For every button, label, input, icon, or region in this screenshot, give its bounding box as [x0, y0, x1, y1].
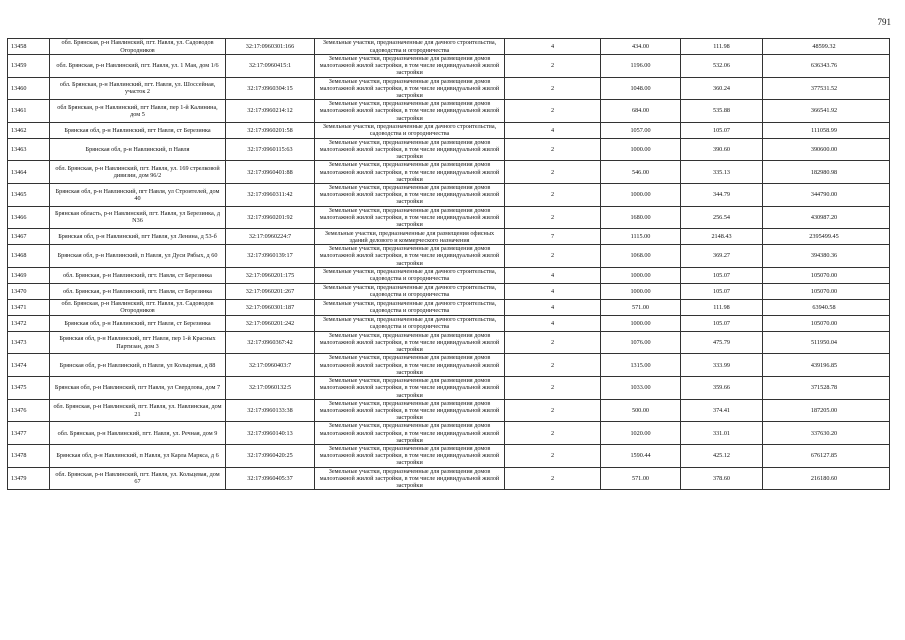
cell-group: 4	[505, 267, 601, 283]
cell-group: 4	[505, 315, 601, 331]
cell-address: обл. Брянская, р-н Навлинский, пгт. Навля, ст Березинка	[50, 267, 226, 283]
cell-land-use-purpose: Земельные участки, предназначенные для размещения домов малоэтажной жилой застройки, в том числе индивидуальной жилой застройки	[315, 467, 505, 490]
cell-group: 2	[505, 77, 601, 100]
cell-specific-value: 105.07	[681, 283, 763, 299]
cell-specific-value: 331.01	[681, 422, 763, 445]
table-row	[8, 444, 890, 467]
cell-land-use-purpose: Земельные участки, предназначенные для размещения домов малоэтажной жилой застройки, в том числе индивидуальной жилой застройки	[315, 161, 505, 184]
cell-land-use-purpose: Земельные участки, предназначенные для размещения домов малоэтажной жилой застройки, в том числе индивидуальной жилой застройки	[315, 444, 505, 467]
cell-cadastral-value: 111058.99	[763, 122, 890, 138]
page-number: 791	[877, 17, 891, 27]
cell-cadastral-number: 32:17:0960311:42	[226, 184, 315, 207]
cell-record-number: 13466	[8, 206, 50, 229]
table-row	[8, 467, 890, 490]
table-row	[8, 331, 890, 354]
cell-specific-value: 378.60	[681, 467, 763, 490]
cell-area: 1000.00	[601, 315, 681, 331]
table-row	[8, 122, 890, 138]
cell-cadastral-value: 430987.20	[763, 206, 890, 229]
cell-specific-value: 390.60	[681, 138, 763, 161]
cell-address: Брянская обл, р-н Навлинский, п Навля, ул Кольцевая, д 88	[50, 354, 226, 377]
table-row	[8, 138, 890, 161]
cell-group: 7	[505, 229, 601, 245]
cell-land-use-purpose: Земельные участки, предназначенные для дачного строительства, садоводства и огородничества	[315, 122, 505, 138]
cell-record-number: 13469	[8, 267, 50, 283]
cell-group: 2	[505, 138, 601, 161]
cell-cadastral-value: 676127.85	[763, 444, 890, 467]
cell-area: 1000.00	[601, 267, 681, 283]
cell-cadastral-number: 32:17:0960301:187	[226, 299, 315, 315]
cell-address: Брянская область, р-н Навлинский, пгт. Навля, ул Березинка, д N36	[50, 206, 226, 229]
cell-cadastral-number: 32:17:0960201:58	[226, 122, 315, 138]
cell-cadastral-value: 216180.60	[763, 467, 890, 490]
cell-specific-value: 475.79	[681, 331, 763, 354]
table-row	[8, 267, 890, 283]
cell-area: 1000.00	[601, 184, 681, 207]
cell-record-number: 13461	[8, 100, 50, 123]
cell-record-number: 13475	[8, 377, 50, 400]
cell-cadastral-number: 32:17:0960304:15	[226, 77, 315, 100]
cell-address: обл. Брянская, р-н Навлинский, пгт. Навля, ул. 1 Мая, дом 1/6	[50, 55, 226, 78]
cell-area: 546.00	[601, 161, 681, 184]
cell-record-number: 13465	[8, 184, 50, 207]
cell-cadastral-value: 636343.76	[763, 55, 890, 78]
cell-cadastral-number: 32:17:0960201:175	[226, 267, 315, 283]
cell-cadastral-number: 32:17:0960301:166	[226, 39, 315, 55]
cell-area: 684.00	[601, 100, 681, 123]
table-row	[8, 55, 890, 78]
cell-area: 1033.00	[601, 377, 681, 400]
cell-land-use-purpose: Земельные участки, предназначенные для дачного строительства, садоводства и огородничества	[315, 267, 505, 283]
cell-record-number: 13473	[8, 331, 50, 354]
cell-area: 1590.44	[601, 444, 681, 467]
cell-address: Брянская обл, р-н Навлинский, пгт Навля, ул Ленина, д 53-б	[50, 229, 226, 245]
cell-group: 4	[505, 122, 601, 138]
cell-cadastral-value: 366541.92	[763, 100, 890, 123]
cell-specific-value: 105.07	[681, 267, 763, 283]
cell-group: 4	[505, 283, 601, 299]
cell-group: 2	[505, 206, 601, 229]
cell-cadastral-value: 371528.78	[763, 377, 890, 400]
table-row	[8, 245, 890, 268]
cell-cadastral-value: 511950.04	[763, 331, 890, 354]
cell-area: 1076.00	[601, 331, 681, 354]
cell-cadastral-value: 377531.52	[763, 77, 890, 100]
cell-address: Брянская обл, р-н Навлинский, пгт Навля, ул Строителей, дом 40	[50, 184, 226, 207]
cell-cadastral-number: 32:17:0960115:63	[226, 138, 315, 161]
cell-land-use-purpose: Земельные участки, предназначенные для дачного строительства, садоводства и огородничества	[315, 315, 505, 331]
cell-cadastral-number: 32:17:0960140:13	[226, 422, 315, 445]
cell-group: 2	[505, 184, 601, 207]
cell-address: Брянская обл, р-н Навлинский, пгт Навля, ст Березинка	[50, 315, 226, 331]
cell-cadastral-value: 439196.85	[763, 354, 890, 377]
cell-group: 2	[505, 161, 601, 184]
cell-record-number: 13477	[8, 422, 50, 445]
table-row	[8, 422, 890, 445]
table-row	[8, 161, 890, 184]
cell-area: 1048.00	[601, 77, 681, 100]
cell-address: обл. Брянская, р-н Навлинский, пгт. Навля, ул. Садоводов Огородников	[50, 39, 226, 55]
cell-group: 2	[505, 354, 601, 377]
cell-land-use-purpose: Земельные участки, предназначенные для размещения домов малоэтажной жилой застройки, в том числе индивидуальной жилой застройки	[315, 55, 505, 78]
cell-cadastral-number: 32:17:0960224:7	[226, 229, 315, 245]
cell-specific-value: 335.13	[681, 161, 763, 184]
table-row	[8, 283, 890, 299]
cell-cadastral-value: 187205.00	[763, 399, 890, 422]
cell-record-number: 13479	[8, 467, 50, 490]
cell-land-use-purpose: Земельные участки, предназначенные для размещения домов малоэтажной жилой застройки, в том числе индивидуальной жилой застройки	[315, 422, 505, 445]
cell-cadastral-value: 63940.58	[763, 299, 890, 315]
cell-land-use-purpose: Земельные участки, предназначенные для размещения домов малоэтажной жилой застройки, в том числе индивидуальной жилой застройки	[315, 245, 505, 268]
cell-record-number: 13468	[8, 245, 50, 268]
cell-area: 1680.00	[601, 206, 681, 229]
cell-cadastral-value: 48599.32	[763, 39, 890, 55]
cell-land-use-purpose: Земельные участки, предназначенные для размещения домов малоэтажной жилой застройки, в том числе индивидуальной жилой застройки	[315, 399, 505, 422]
cell-cadastral-number: 32:17:0960201:267	[226, 283, 315, 299]
cell-address: Брянская обл, р-н Навлинский, пгт Навля, ст Березинка	[50, 122, 226, 138]
cell-cadastral-value: 105070.00	[763, 267, 890, 283]
table-row	[8, 229, 890, 245]
cell-land-use-purpose: Земельные участки, предназначенные для размещения офисных зданий делового и коммерческого назначения	[315, 229, 505, 245]
cell-cadastral-number: 32:17:0960132:5	[226, 377, 315, 400]
cell-cadastral-number: 32:17:0960403:7	[226, 354, 315, 377]
cell-cadastral-number: 32:17:0960133:38	[226, 399, 315, 422]
cell-specific-value: 344.79	[681, 184, 763, 207]
cell-cadastral-number: 32:17:0960405:37	[226, 467, 315, 490]
table-row	[8, 100, 890, 123]
cell-area: 1057.00	[601, 122, 681, 138]
cell-address: обл. Брянская, р-н Навлинский, пгт. Навля, ул. Садоводов Огородников	[50, 299, 226, 315]
table-row	[8, 399, 890, 422]
cell-record-number: 13470	[8, 283, 50, 299]
cell-record-number: 13467	[8, 229, 50, 245]
cell-address: Брянская обл, р-н Навлинский, п Навля, ул Дуси Рябых, д 60	[50, 245, 226, 268]
cell-cadastral-number: 32:17:0960139:17	[226, 245, 315, 268]
cell-cadastral-number: 32:17:0960201:242	[226, 315, 315, 331]
cell-land-use-purpose: Земельные участки, предназначенные для размещения домов малоэтажной жилой застройки, в том числе индивидуальной жилой застройки	[315, 77, 505, 100]
cell-cadastral-value: 344790.00	[763, 184, 890, 207]
cell-land-use-purpose: Земельные участки, предназначенные для размещения домов малоэтажной жилой застройки, в том числе индивидуальной жилой застройки	[315, 354, 505, 377]
cell-specific-value: 532.06	[681, 55, 763, 78]
cell-record-number: 13474	[8, 354, 50, 377]
cell-address: обл. Брянская, р-н Навлинский, пгт. Навля, ул. Кольцевая, дом 67	[50, 467, 226, 490]
cell-land-use-purpose: Земельные участки, предназначенные для дачного строительства, садоводства и огородничества	[315, 39, 505, 55]
cell-cadastral-number: 32:17:0960367:42	[226, 331, 315, 354]
cell-cadastral-value: 390600.00	[763, 138, 890, 161]
cell-group: 4	[505, 39, 601, 55]
table-row	[8, 299, 890, 315]
cell-group: 2	[505, 55, 601, 78]
cell-land-use-purpose: Земельные участки, предназначенные для размещения домов малоэтажной жилой застройки, в том числе индивидуальной жилой застройки	[315, 184, 505, 207]
cell-group: 2	[505, 100, 601, 123]
cell-specific-value: 111.98	[681, 299, 763, 315]
cell-group: 4	[505, 299, 601, 315]
table-row	[8, 315, 890, 331]
cell-group: 2	[505, 377, 601, 400]
cell-land-use-purpose: Земельные участки, предназначенные для размещения домов малоэтажной жилой застройки, в том числе индивидуальной жилой застройки	[315, 331, 505, 354]
cell-cadastral-number: 32:17:0960415:1	[226, 55, 315, 78]
cell-area: 1068.00	[601, 245, 681, 268]
cell-land-use-purpose: Земельные участки, предназначенные для дачного строительства, садоводства и огородничества	[315, 283, 505, 299]
cell-specific-value: 360.24	[681, 77, 763, 100]
cell-record-number: 13462	[8, 122, 50, 138]
cell-cadastral-number: 32:17:0960201:92	[226, 206, 315, 229]
table-row	[8, 184, 890, 207]
cell-cadastral-value: 105070.00	[763, 315, 890, 331]
cell-record-number: 13476	[8, 399, 50, 422]
cell-land-use-purpose: Земельные участки, предназначенные для дачного строительства, садоводства и огородничества	[315, 299, 505, 315]
table-body	[8, 39, 890, 490]
cell-area: 1196.00	[601, 55, 681, 78]
cell-address: Брянская обл, р-н Навлинский, пгт Навля, ул Свердлова, дом 7	[50, 377, 226, 400]
cell-record-number: 13460	[8, 77, 50, 100]
cell-address: обл. Брянская, р-н Навлинский, пгт. Навля, ул. Навлинская, дом 21	[50, 399, 226, 422]
cell-area: 434.00	[601, 39, 681, 55]
cell-specific-value: 256.54	[681, 206, 763, 229]
table-row	[8, 39, 890, 55]
cell-land-use-purpose: Земельные участки, предназначенные для размещения домов малоэтажной жилой застройки, в том числе индивидуальной жилой застройки	[315, 100, 505, 123]
cell-record-number: 13464	[8, 161, 50, 184]
cell-area: 1315.00	[601, 354, 681, 377]
cell-area: 1000.00	[601, 138, 681, 161]
cell-cadastral-value: 394380.36	[763, 245, 890, 268]
cell-group: 2	[505, 444, 601, 467]
cell-address: обл. Брянская, р-н Навлинский, пгт. Навля, ул. Речная, дом 9	[50, 422, 226, 445]
cell-specific-value: 369.27	[681, 245, 763, 268]
cell-cadastral-value: 182980.98	[763, 161, 890, 184]
table-row	[8, 77, 890, 100]
cell-cadastral-number: 32:17:0960214:12	[226, 100, 315, 123]
cell-specific-value: 535.88	[681, 100, 763, 123]
cell-specific-value: 105.07	[681, 122, 763, 138]
cell-area: 1115.00	[601, 229, 681, 245]
cell-cadastral-value: 337630.20	[763, 422, 890, 445]
cell-record-number: 13459	[8, 55, 50, 78]
cell-specific-value: 111.98	[681, 39, 763, 55]
cell-specific-value: 425.12	[681, 444, 763, 467]
cell-record-number: 13478	[8, 444, 50, 467]
cell-group: 2	[505, 399, 601, 422]
cell-specific-value: 359.66	[681, 377, 763, 400]
cadastral-value-table	[7, 38, 890, 490]
cell-cadastral-value: 2395499.45	[763, 229, 890, 245]
cell-record-number: 13472	[8, 315, 50, 331]
cell-cadastral-value: 105070.00	[763, 283, 890, 299]
cell-record-number: 13458	[8, 39, 50, 55]
cell-area: 571.00	[601, 467, 681, 490]
cell-group: 2	[505, 331, 601, 354]
cell-group: 2	[505, 245, 601, 268]
cell-group: 2	[505, 422, 601, 445]
cell-specific-value: 374.41	[681, 399, 763, 422]
cell-address: обл Брянская, р-н Навлинский, пгт Навля, пер 1-й Калинина, дом 5	[50, 100, 226, 123]
cell-area: 1020.00	[601, 422, 681, 445]
cell-address: Брянская обл, р-н Навлинский, п Навля, ул Карла Маркса, д 6	[50, 444, 226, 467]
cell-specific-value: 2148.43	[681, 229, 763, 245]
cell-address: Брянская обл, р-н Навлинский, п Навля	[50, 138, 226, 161]
cell-group: 2	[505, 467, 601, 490]
cell-area: 1000.00	[601, 283, 681, 299]
cell-address: обл. Брянская, р-н Навлинский, пгт. Навля, ул. 169 стрелковой дивизии, дом 96/2	[50, 161, 226, 184]
cell-land-use-purpose: Земельные участки, предназначенные для размещения домов малоэтажной жилой застройки, в том числе индивидуальной жилой застройки	[315, 138, 505, 161]
cell-specific-value: 333.99	[681, 354, 763, 377]
cell-record-number: 13471	[8, 299, 50, 315]
cell-area: 500.00	[601, 399, 681, 422]
cell-area: 571.00	[601, 299, 681, 315]
table-row	[8, 354, 890, 377]
cell-record-number: 13463	[8, 138, 50, 161]
cell-address: Брянская обл, р-н Навлинский, пгт Навля, пер 1-й Красных Партизан, дом 3	[50, 331, 226, 354]
cell-specific-value: 105.07	[681, 315, 763, 331]
table-row	[8, 377, 890, 400]
cell-address: обл. Брянская, р-н Навлинский, пгт. Навля, ул. Шоссейная, участок 2	[50, 77, 226, 100]
cell-address: обл. Брянская, р-н Навлинский, пгт. Навля, ст Березинка	[50, 283, 226, 299]
cell-land-use-purpose: Земельные участки, предназначенные для размещения домов малоэтажной жилой застройки, в том числе индивидуальной жилой застройки	[315, 377, 505, 400]
cell-cadastral-number: 32:17:0960420:25	[226, 444, 315, 467]
cell-land-use-purpose: Земельные участки, предназначенные для размещения домов малоэтажной жилой застройки, в том числе индивидуальной жилой застройки	[315, 206, 505, 229]
cell-cadastral-number: 32:17:0960401:88	[226, 161, 315, 184]
table-row	[8, 206, 890, 229]
